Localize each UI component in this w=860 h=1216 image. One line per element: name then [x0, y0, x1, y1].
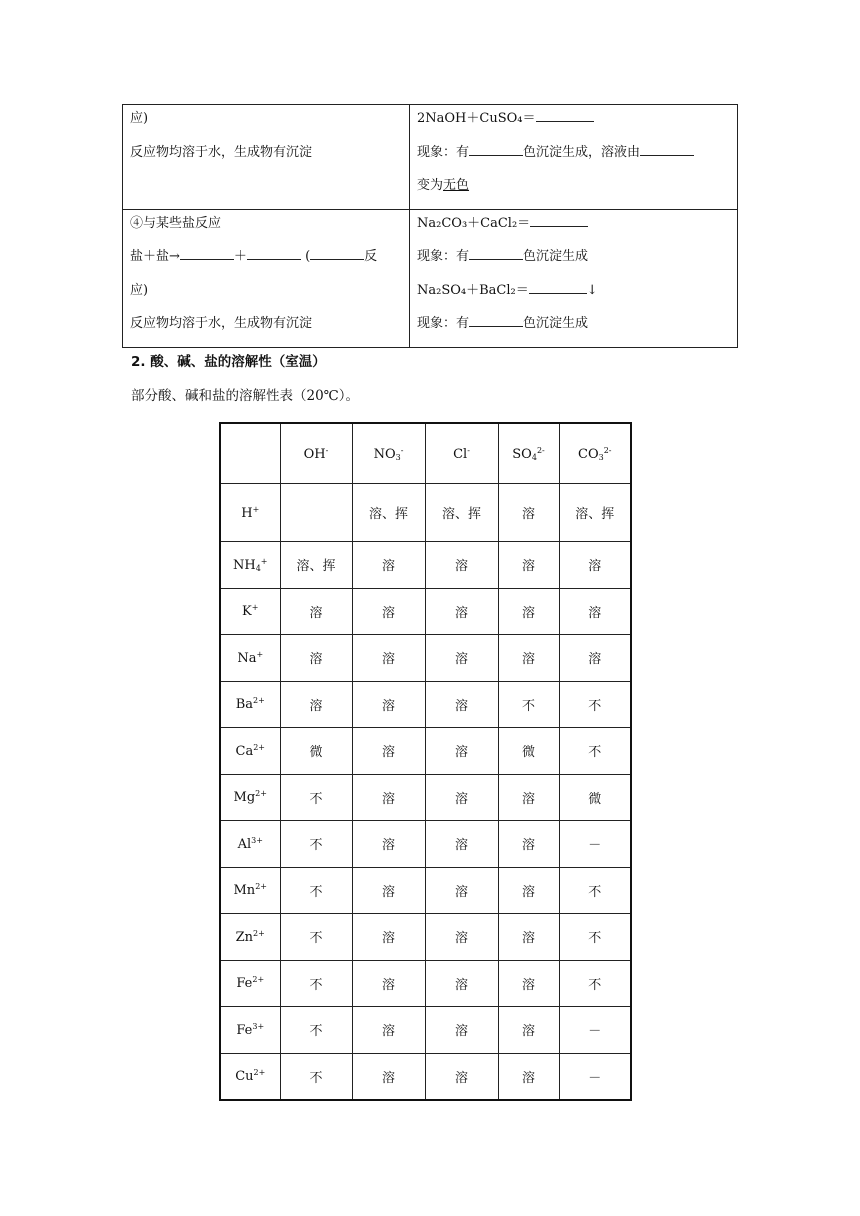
cation-label: $Mg^{2+}$: [233, 789, 267, 806]
solubility-cell: 溶、挥: [352, 484, 425, 542]
anion-header: [498, 423, 559, 484]
solubility-cell: 溶: [425, 542, 498, 589]
solubility-cell: 不: [559, 681, 631, 728]
solubility-cell: 溶: [425, 635, 498, 682]
table-row: [220, 484, 631, 542]
solubility-cell: 不: [280, 867, 352, 914]
solubility-cell: 溶: [352, 1007, 425, 1054]
cation-label: Na+: [237, 649, 264, 666]
table-row: [220, 774, 631, 821]
solubility-cell: 不: [559, 914, 631, 961]
solubility-cell: 溶: [352, 542, 425, 589]
solubility-cell: 溶: [425, 1053, 498, 1100]
solubility-cell: 溶、挥: [559, 484, 631, 542]
solubility-cell: 溶: [498, 914, 559, 961]
solubility-table: [219, 422, 632, 1101]
solubility-cell: 微: [280, 728, 352, 775]
table-row: [220, 914, 631, 961]
phenomenon-text: 色沉淀生成，溶液由: [523, 144, 641, 160]
cation-header: [220, 774, 280, 821]
solubility-cell: 溶: [352, 960, 425, 1007]
solubility-cell: [280, 484, 352, 542]
phenomenon-label: 现象：有: [417, 144, 470, 160]
cation-label: $Ba^{2+}$: [235, 696, 265, 713]
solubility-cell: 溶: [425, 867, 498, 914]
cation-header: [220, 1053, 280, 1100]
cation-header: [220, 728, 280, 775]
table-row: [220, 1007, 631, 1054]
cation-header: [220, 821, 280, 868]
cation-header: [220, 542, 280, 589]
solubility-cell: －: [559, 1053, 631, 1100]
text-line: 应): [130, 111, 149, 126]
solubility-cell: 溶: [352, 821, 425, 868]
solubility-cell: 不: [559, 728, 631, 775]
anion-label: OH-: [303, 445, 329, 462]
anion-header: [280, 423, 352, 484]
solubility-cell: 微: [498, 728, 559, 775]
phenomenon-line: [417, 307, 730, 341]
cation-header: [220, 960, 280, 1007]
table-row: [220, 635, 631, 682]
solubility-cell: 溶: [425, 588, 498, 635]
solubility-cell: 溶: [280, 588, 352, 635]
equation-line: [417, 102, 730, 136]
equation-line: [417, 274, 730, 308]
cation-label: $Fe^{2+}$: [236, 975, 265, 992]
underlined-answer: 无色: [443, 178, 470, 193]
solubility-cell: 溶: [425, 681, 498, 728]
solubility-cell: 溶: [559, 588, 631, 635]
cation-header: [220, 1007, 280, 1054]
solubility-cell: 溶: [280, 681, 352, 728]
reaction-table: [122, 104, 738, 348]
cation-header: [220, 867, 280, 914]
cation-header: [220, 484, 280, 542]
anion-header: [559, 423, 631, 484]
solubility-cell: 溶: [280, 635, 352, 682]
phenomenon-text: 变为: [417, 178, 444, 193]
solubility-cell: －: [559, 821, 631, 868]
anion-header: [352, 423, 425, 484]
answer-blank[interactable]: [640, 142, 694, 156]
answer-blank[interactable]: [310, 246, 364, 260]
cation-header: [220, 635, 280, 682]
formula-text: ＋: [233, 249, 247, 264]
cation-header: [220, 588, 280, 635]
anion-header: [425, 423, 498, 484]
solubility-cell: 溶: [498, 484, 559, 542]
table-row: [220, 728, 631, 775]
solubility-cell: 溶: [352, 867, 425, 914]
solubility-cell: 不: [559, 960, 631, 1007]
solubility-cell: －: [559, 1007, 631, 1054]
phenomenon-label: 现象：有: [417, 316, 470, 331]
solubility-cell: 溶: [559, 635, 631, 682]
answer-blank[interactable]: [180, 246, 234, 260]
phenomenon-line: [417, 136, 730, 170]
solubility-cell: 溶: [425, 960, 498, 1007]
cation-label: $Al^{3+}$: [237, 835, 263, 852]
phenomenon-text: 色沉淀生成: [523, 249, 589, 264]
solubility-cell: 溶: [498, 867, 559, 914]
solubility-cell: 不: [280, 1007, 352, 1054]
solubility-cell: 溶: [498, 542, 559, 589]
solubility-cell: 不: [280, 960, 352, 1007]
reaction-condition-cell: [123, 105, 410, 210]
solubility-cell: 不: [280, 821, 352, 868]
text-line: 反应物均溶于水，生成物有沉淀: [130, 144, 313, 160]
solubility-cell: 溶: [352, 914, 425, 961]
solubility-cell: 溶: [425, 774, 498, 821]
table-row: [220, 588, 631, 635]
cation-label: H+: [241, 504, 260, 521]
answer-blank[interactable]: [529, 280, 587, 294]
anion-label: Cl-: [453, 445, 470, 462]
reaction-row: [123, 105, 738, 210]
cation-label: $Fe^{3+}$: [236, 1021, 265, 1038]
header-row: [220, 423, 631, 484]
reaction-title: ④与某些盐反应: [130, 215, 222, 231]
cation-label: K+: [242, 603, 259, 620]
solubility-cell: 溶: [498, 635, 559, 682]
formula-text: 盐＋盐→: [130, 249, 180, 264]
solubility-cell: 溶: [498, 588, 559, 635]
reaction-condition-cell: [123, 209, 410, 347]
solubility-cell: 不: [280, 1053, 352, 1100]
reaction-row: [123, 209, 738, 347]
equation: Na₂SO₄＋BaCl₂＝: [417, 282, 529, 298]
solubility-cell: 溶: [425, 728, 498, 775]
solubility-cell: 溶: [425, 914, 498, 961]
reaction-example-cell: [410, 209, 738, 347]
table-intro: 部分酸、碱和盐的溶解性表（20℃）。: [131, 388, 360, 404]
solubility-cell: 溶: [498, 774, 559, 821]
phenomenon-line: [417, 169, 730, 203]
table-row: [220, 681, 631, 728]
answer-blank[interactable]: [469, 313, 523, 327]
text-line: 应): [130, 282, 149, 298]
answer-blank[interactable]: [247, 246, 301, 260]
text-line: 反应物均溶于水，生成物有沉淀: [130, 316, 313, 331]
equation: 2NaOH＋CuSO₄＝: [417, 111, 536, 126]
formula-text: (: [305, 249, 311, 264]
table-row: [220, 821, 631, 868]
equation-line: [417, 207, 730, 241]
cation-label: $NH_4^+$: [232, 556, 268, 573]
anion-label: $SO_4^{2-}$: [512, 445, 545, 462]
table-row: [220, 867, 631, 914]
solubility-cell: 溶: [425, 1007, 498, 1054]
cation-label: $Mn^{2+}$: [233, 882, 267, 899]
anion-label: $CO_3^{2-}$: [578, 445, 612, 462]
cation-label: $Zn^{2+}$: [235, 928, 265, 945]
solubility-cell: 微: [559, 774, 631, 821]
solubility-cell: 不: [280, 774, 352, 821]
formula-line: [130, 240, 402, 274]
solubility-cell: 溶: [498, 821, 559, 868]
precipitate-arrow: ↓: [586, 282, 598, 298]
answer-blank[interactable]: [469, 246, 523, 260]
cation-header: [220, 914, 280, 961]
cation-label: $Ca^{2+}$: [235, 742, 265, 759]
answer-blank[interactable]: [469, 142, 523, 156]
phenomenon-line: [417, 240, 730, 274]
cation-header: [220, 681, 280, 728]
solubility-cell: 溶: [498, 960, 559, 1007]
solubility-cell: 溶: [425, 821, 498, 868]
solubility-cell: 溶、挥: [280, 542, 352, 589]
phenomenon-label: 现象：有: [417, 249, 470, 264]
phenomenon-text: 色沉淀生成: [523, 316, 589, 331]
solubility-cell: 溶、挥: [425, 484, 498, 542]
solubility-cell: 不: [498, 681, 559, 728]
table-row: [220, 960, 631, 1007]
solubility-cell: 溶: [352, 681, 425, 728]
formula-text: 反: [364, 249, 378, 264]
anion-label: $NO_3^-$: [373, 445, 404, 462]
solubility-cell: 溶: [352, 774, 425, 821]
solubility-cell: 溶: [559, 542, 631, 589]
corner-cell: [220, 423, 280, 484]
table-row: [220, 542, 631, 589]
solubility-cell: 不: [280, 914, 352, 961]
solubility-cell: 溶: [352, 1053, 425, 1100]
solubility-cell: 溶: [498, 1007, 559, 1054]
solubility-cell: 溶: [352, 635, 425, 682]
solubility-cell: 溶: [498, 1053, 559, 1100]
section-heading: 2. 酸、碱、盐的溶解性（室温）: [131, 354, 326, 370]
answer-blank[interactable]: [536, 108, 594, 122]
solubility-cell: 溶: [352, 588, 425, 635]
solubility-cell: 溶: [352, 728, 425, 775]
solubility-cell: 不: [559, 867, 631, 914]
answer-blank[interactable]: [530, 213, 588, 227]
cation-label: $Cu^{2+}$: [235, 1068, 266, 1085]
equation: Na₂CO₃＋CaCl₂＝: [417, 215, 531, 231]
table-row: [220, 1053, 631, 1100]
reaction-example-cell: [410, 105, 738, 210]
